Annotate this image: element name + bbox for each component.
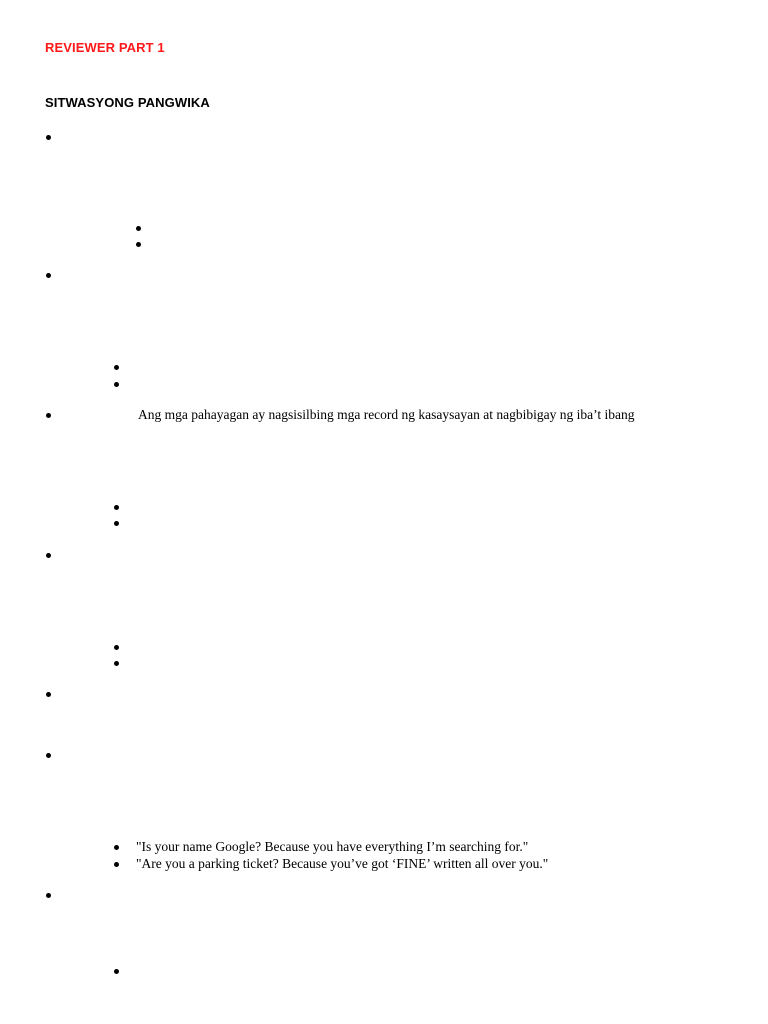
sub-bullet-icon: [114, 969, 119, 974]
quote-text: "Are you a parking ticket? Because you’ve got ‘FINE’ written all over you.": [136, 856, 549, 871]
sub-bullet-icon: [114, 862, 119, 867]
sub-bullet-icon: [114, 505, 119, 510]
sub-bullet-icon: [114, 845, 119, 850]
bullet-icon: [46, 753, 51, 758]
sub-bullet-icon: [136, 242, 141, 247]
bullet-icon: [46, 273, 51, 278]
quote-text: "Is your name Google? Because you have everything I’m searching for.": [136, 839, 529, 854]
document-title: REVIEWER PART 1: [45, 40, 165, 55]
sub-bullet-icon: [136, 226, 141, 231]
bullet-icon: [46, 893, 51, 898]
section-heading: SITWASYONG PANGWIKA: [45, 95, 210, 110]
bullet-icon: [46, 692, 51, 697]
sub-bullet-icon: [114, 365, 119, 370]
sub-bullet-icon: [114, 645, 119, 650]
sub-bullet-icon: [114, 521, 119, 526]
bullet-icon: [46, 413, 51, 418]
bullet-text: Ang mga pahayagan ay nagsisilbing mga record ng kasaysayan at nagbibigay ng iba’t ibang: [138, 407, 635, 422]
bullet-icon: [46, 135, 51, 140]
sub-bullet-icon: [114, 661, 119, 666]
sub-bullet-icon: [114, 382, 119, 387]
bullet-icon: [46, 553, 51, 558]
